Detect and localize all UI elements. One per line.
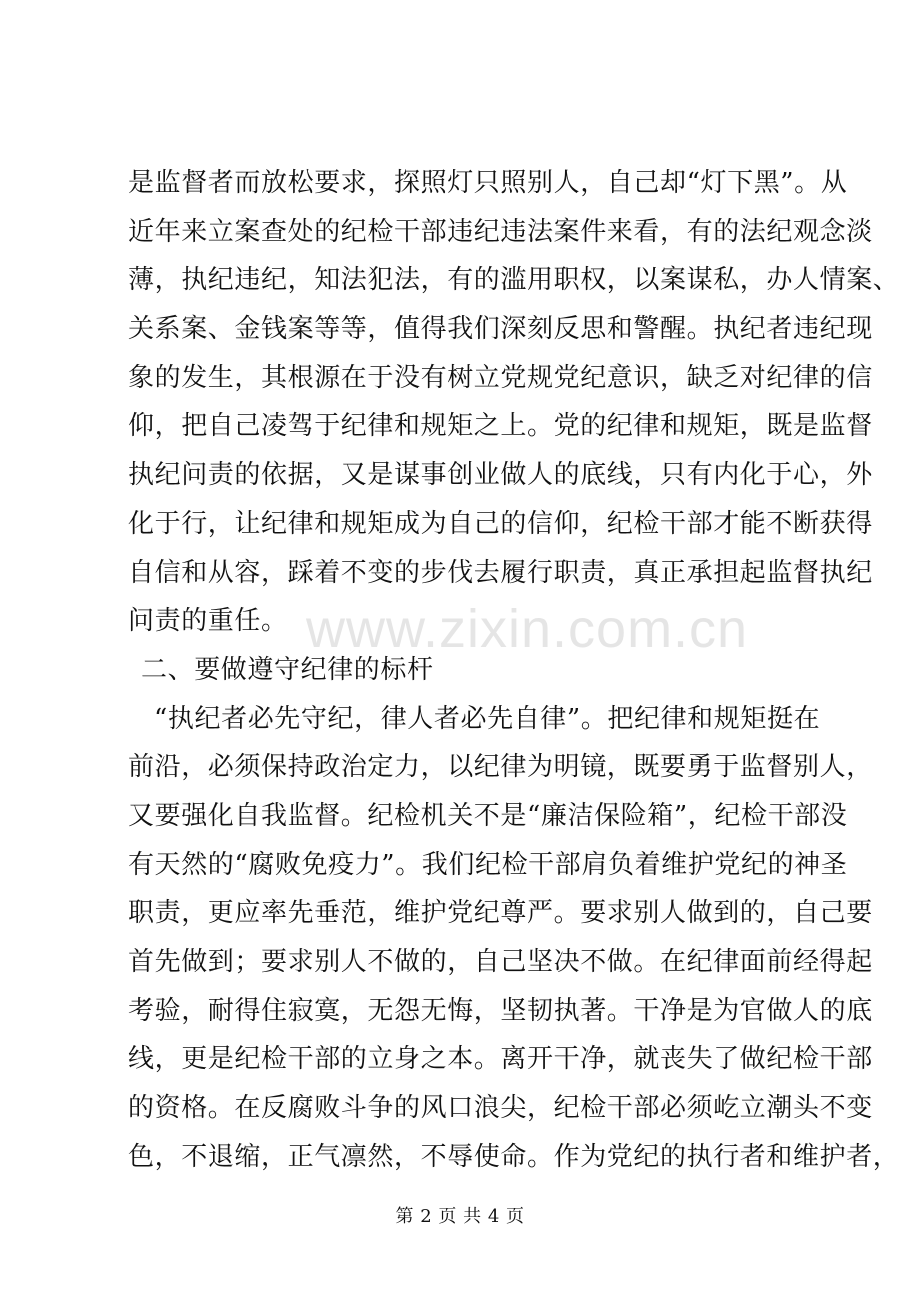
- body-line: 化于行，让纪律和规矩成为自己的信仰，纪检干部才能不断获得: [128, 508, 873, 539]
- body-line: 考验，耐得住寂寞，无怨无悔，坚韧执著。干净是为官做人的底: [128, 995, 873, 1026]
- page-number-footer: 第 2 页 共 4 页: [395, 1206, 525, 1227]
- body-line: 薄，执纪违纪，知法犯法，有的滥用职权，以案谋私，办人情案、: [128, 265, 900, 296]
- watermark-text: www.zixin.com.cn: [306, 599, 749, 659]
- body-line: 首先做到；要求别人不做的，自己坚决不做。在纪律面前经得起: [128, 947, 873, 977]
- body-line: 职责，更应率先垂范，维护党纪尊严。要求别人做到的，自己要: [128, 898, 873, 929]
- body-line: 近年来立案查处的纪检干部违纪违法案件来看，有的法纪观念淡: [128, 216, 873, 247]
- body-line: 是监督者而放松要求，探照灯只照别人，自己却“灯下黑”。从: [128, 168, 848, 198]
- body-line: 自信和从容，踩着不变的步伐去履行职责，真正承担起监督执纪: [128, 557, 873, 588]
- body-line: 象的发生，其根源在于没有树立党规党纪意识，缺乏对纪律的信: [128, 362, 873, 393]
- body-line: 又要强化自我监督。纪检机关不是“廉洁保险箱”，纪检干部没: [128, 800, 848, 831]
- body-line: 有天然的“腐败免疫力”。我们纪检干部肩负着维护党纪的神圣: [128, 849, 848, 880]
- paragraph-first-line: “执纪者必先守纪，律人者必先自律”。把纪律和规矩挺在: [154, 703, 821, 734]
- body-line: 执纪问责的依据，又是谋事创业做人的底线，只有内化于心，外: [128, 460, 873, 491]
- body-line: 前沿，必须保持政治定力，以纪律为明镜，既要勇于监督别人，: [128, 752, 873, 783]
- body-line: 色，不退缩，正气凛然，不辱使命。作为党纪的执行者和维护者，: [128, 1141, 900, 1172]
- document-body: [128, 159, 900, 1181]
- body-line: 关系案、金钱案等等，值得我们深刻反思和警醒。执纪者违纪现: [128, 314, 873, 345]
- body-line: 的资格。在反腐败斗争的风口浪尖，纪检干部必须屹立潮头不变: [128, 1093, 873, 1124]
- body-line: 线，更是纪检干部的立身之本。离开干净，就丧失了做纪检干部: [128, 1044, 873, 1075]
- section-heading: 二、要做遵守纪律的标杆: [141, 654, 434, 685]
- body-line: 问责的重任。: [128, 606, 288, 637]
- body-line: 仰，把自己凌驾于纪律和规矩之上。党的纪律和规矩，既是监督: [128, 411, 873, 442]
